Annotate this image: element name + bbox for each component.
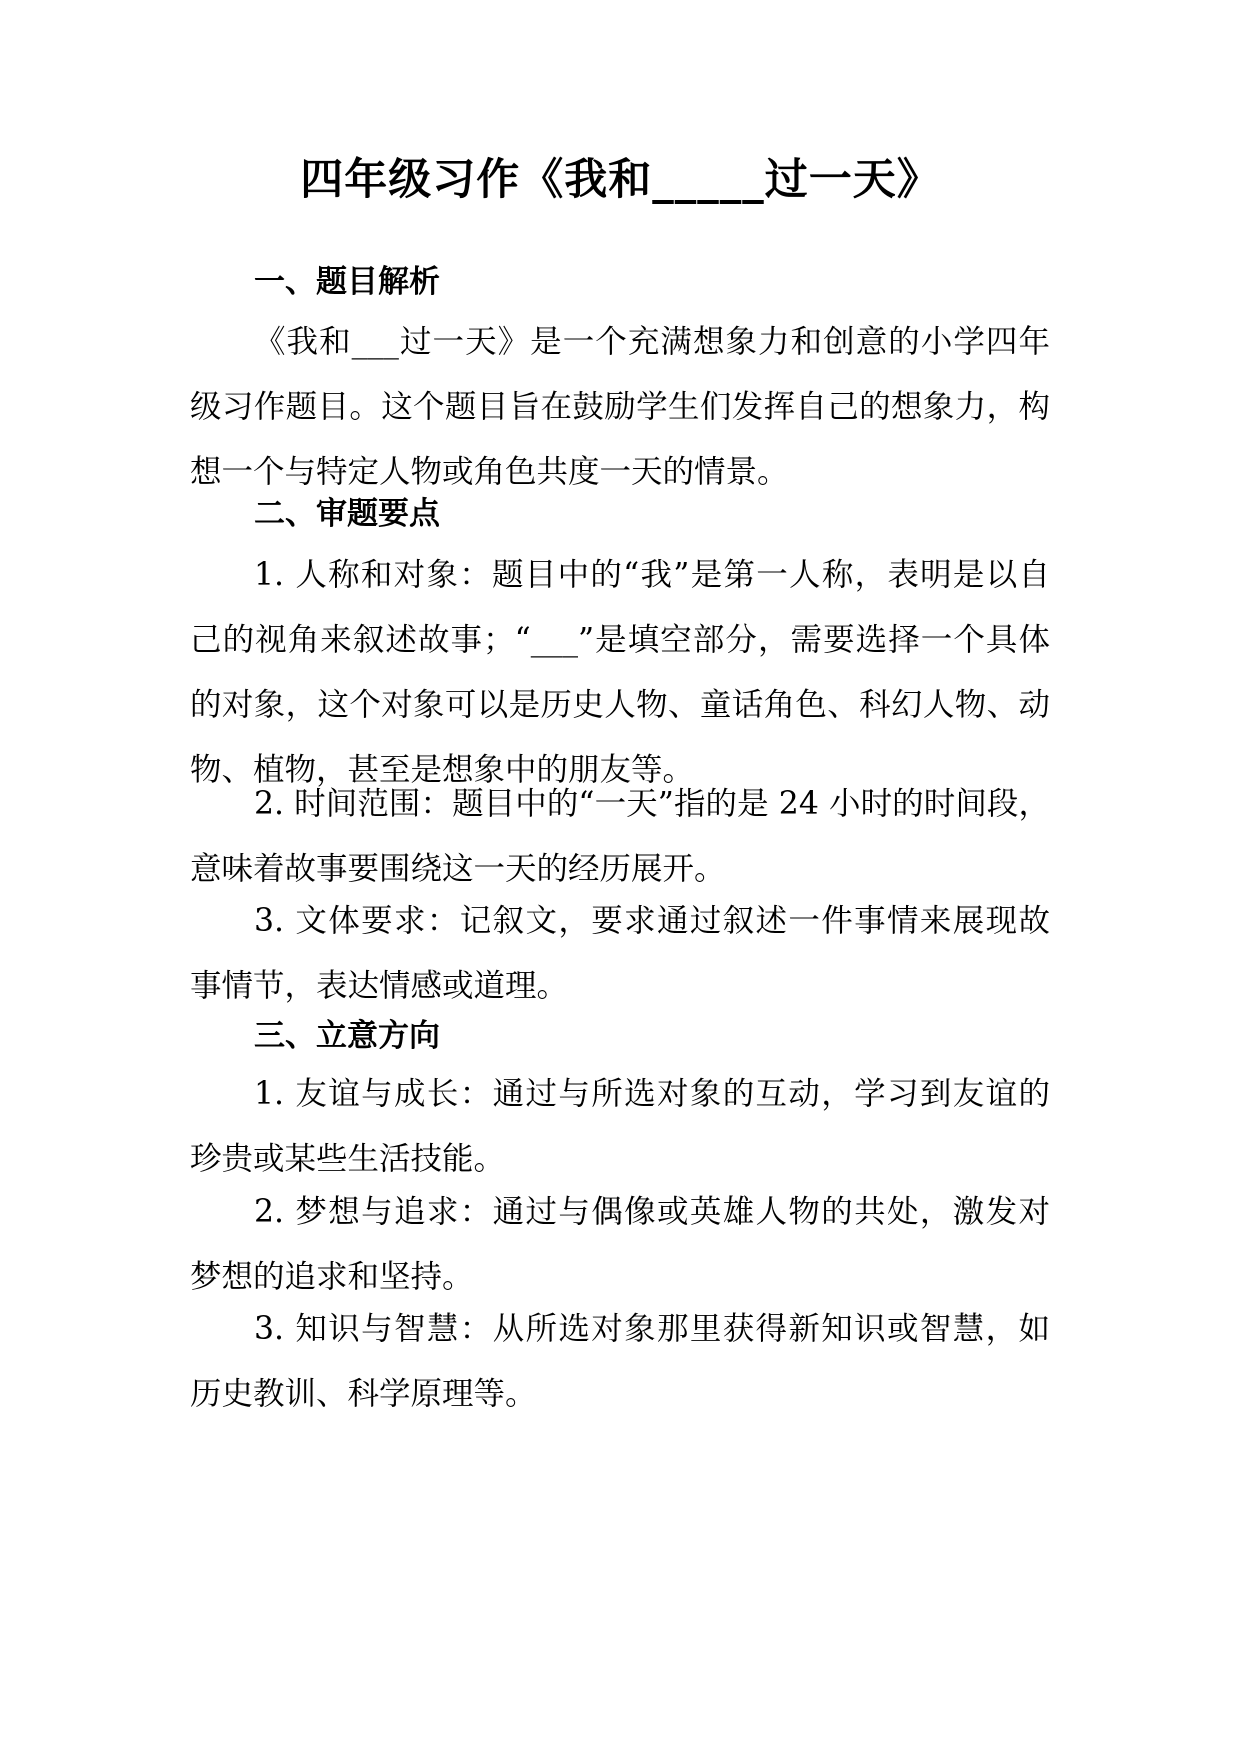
- section-heading-themes: 三、立意方向: [254, 1018, 440, 1054]
- paragraph-theme-3: 3. 知识与智慧：从所选对象那里获得新知识或智慧，如历史教训、科学原理等。: [190, 1311, 1050, 1412]
- paragraph-key-point-1: 1. 人称和对象：题目中的“我”是第一人称，表明是以自己的视角来叙述故事；“___”是填空部分，需要选择一个具体的对象，这个对象可以是历史人物、童话角色、科幻人物、动物、植物，甚至是想象中的朋友等。: [190, 557, 1050, 788]
- paragraph-key-point-2: 2. 时间范围：题目中的“一天”指的是 24 小时的时间段，意味着故事要围绕这一天的经历展开。: [190, 786, 1050, 887]
- section-heading-analysis: 一、题目解析: [254, 264, 440, 300]
- paragraph-theme-2: 2. 梦想与追求：通过与偶像或英雄人物的共处，激发对梦想的追求和坚持。: [190, 1194, 1050, 1295]
- section-heading-key-points: 二、审题要点: [254, 496, 440, 532]
- paragraph-theme-1: 1. 友谊与成长：通过与所选对象的互动，学习到友谊的珍贵或某些生活技能。: [190, 1076, 1050, 1177]
- paragraph-analysis: 《我和___过一天》是一个充满想象力和创意的小学四年级习作题目。这个题目旨在鼓励学生们发挥自己的想象力，构想一个与特定人物或角色共度一天的情景。: [190, 324, 1050, 490]
- paragraph-key-point-3: 3. 文体要求：记叙文，要求通过叙述一件事情来展现故事情节，表达情感或道理。: [190, 903, 1050, 1004]
- document-title: 四年级习作《我和_____过一天》: [300, 155, 941, 205]
